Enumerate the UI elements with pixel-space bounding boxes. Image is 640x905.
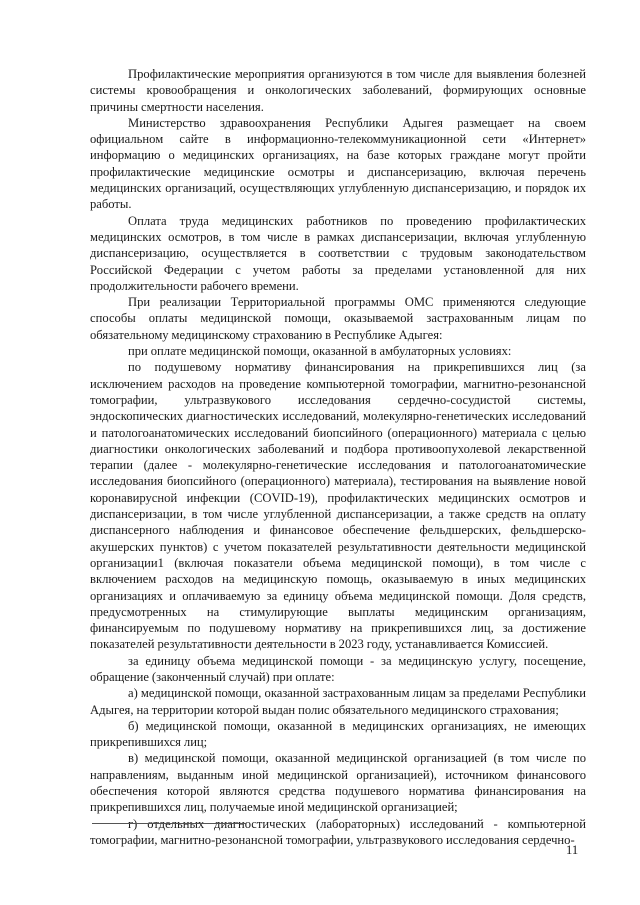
footnote-separator [92, 823, 246, 824]
paragraph-unit-of-volume: за единицу объема медицинской помощи - за медицинскую услугу, посещение, обращение (законченный случай) при оплате: [90, 653, 586, 684]
paragraph-ministry-website: Министерство здравоохранения Республики Адыгея размещает на своем официальном сайте в информационно-телекоммуникационной сети «Интернет» информацию о медицинских организациях, на базе которых граждане могут пройти профилактические медицинские осмотры и диспансеризацию, включая перечень медицинских организаций, осуществляющих углубленную диспансеризацию, и порядок их работы. [90, 115, 586, 212]
paragraph-payment-of-labor: Оплата труда медицинских работников по проведению профилактических медицинских осмотров, в том числе в рамках диспансеризации, включая углубленную диспансеризацию, осуществляется в соответствии с трудовым законодательством Российской Федерации с учетом работы за пределами установленной для них продолжительности рабочего времени. [90, 213, 586, 293]
paragraph-per-capita-standard: по подушевому нормативу финансирования на прикрепившихся лиц (за исключением расходов на проведение компьютерной томографии, магнитно-резонансной томографии, ультразвукового исследования сердечно-сосудистой системы, эндоскопических диагностических исследований, молекулярно-генетических исследований и патологоанатомических исследований биопсийного (операционного) материала с целью диагностики онкологических заболеваний и подбора противоопухолевой лекарственной терапии (далее - молекулярно-генетические исследования и патологоанатомические исследования биопсийного (операционного) материала), тестирования на выявление новой коронавирусной инфекции (COVID-19), профилактических медицинских осмотров и диспансеризации, в том числе углубленной диспансеризации, а также средств на оплату диспансерного наблюдения и финансовое обеспечение фельдшерских, фельдшерско-акушерских пунктов) с учетом показателей результативности деятельности медицинской организации1 (включая показатели объема медицинской помощи), в том числе с включением расходов на медицинскую помощь, оказываемую в иных медицинских организациях и оплачиваемую за единицу объема медицинской помощи. Доля средств, предусмотренных на стимулирующие выплаты медицинским организациям, финансируемым по подушевому нормативу на прикрепившихся лиц, за достижение показателей результативности деятельности в 2023 году, устанавливается Комиссией. [90, 360, 586, 652]
list-item-g: г) отдельных диагностических (лабораторных) исследований - компьютерной томографии, магнитно-резонансной томографии, ультразвукового исследования сердечно- [90, 816, 586, 847]
list-item-a: а) медицинской помощи, оказанной застрахованным лицам за пределами Республики Адыгея, на территории которой выдан полис обязательного медицинского страхования; [90, 686, 586, 717]
paragraph-prevention-goals: Профилактические мероприятия организуются в том числе для выявления болезней системы кровообращения и онкологических заболеваний, формирующих основные причины смертности населения. [90, 67, 586, 114]
paragraph-payment-methods-intro: При реализации Территориальной программы ОМС применяются следующие способы оплаты медицинской помощи, оказываемой застрахованным лицам по обязательному медицинскому страхованию в Республике Адыгея: [90, 295, 586, 342]
document-body [90, 66, 586, 848]
paragraph-outpatient-heading: при оплате медицинской помощи, оказанной в амбулаторных условиях: [128, 344, 512, 359]
list-item-v: в) медицинской помощи, оказанной медицинской организацией (в том числе по направлениям, выданным иной медицинской организацией), источником финансового обеспечения которой являются средства подушевого норматива финансирования на прикрепившихся лиц, получаемые иной медицинской организацией; [90, 751, 586, 815]
list-item-b: б) медицинской помощи, оказанной в медицинских организациях, не имеющих прикрепившихся лиц; [90, 718, 586, 750]
page-number: 11 [566, 843, 579, 857]
